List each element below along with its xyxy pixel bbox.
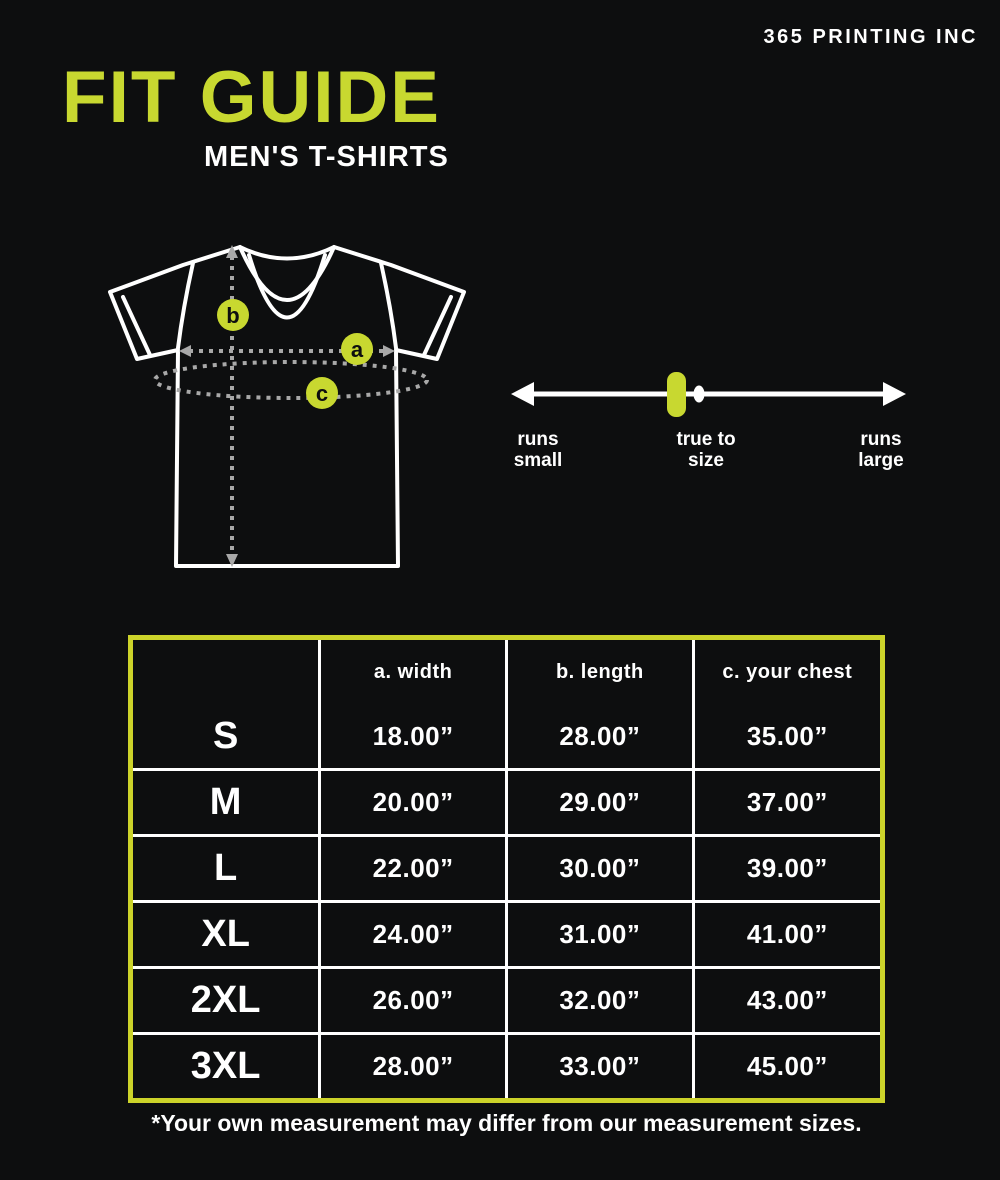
fit-position-marker <box>667 372 686 417</box>
size-cell: XL <box>133 901 320 967</box>
fit-scale-arrow <box>495 365 915 425</box>
brand-name: 365 PRINTING INC <box>763 26 978 48</box>
table-row <box>133 835 880 901</box>
table-row <box>133 1034 880 1098</box>
tshirt-measurement-diagram <box>90 235 480 580</box>
width-cell: 18.00” <box>320 705 507 769</box>
marker-badge-a <box>341 333 373 365</box>
header-size <box>133 640 320 705</box>
table-row <box>133 769 880 835</box>
header-width: a. width <box>320 640 507 705</box>
table-row <box>133 968 880 1034</box>
size-chart-table <box>133 640 880 1098</box>
marker-letter-a: a <box>350 337 364 362</box>
arrowhead-right-icon <box>883 382 906 406</box>
chest-cell: 39.00” <box>693 835 880 901</box>
length-cell: 30.00” <box>507 835 694 901</box>
length-cell: 29.00” <box>507 769 694 835</box>
header-row <box>133 640 880 705</box>
size-cell: S <box>133 705 320 769</box>
measurement-disclaimer: *Your own measurement may differ from our measurement sizes. <box>151 1110 862 1136</box>
length-cell: 33.00” <box>507 1034 694 1098</box>
scale-label-runs-large: runs large <box>858 429 904 471</box>
size-cell: M <box>133 769 320 835</box>
page-subtitle: MEN'S T-SHIRTS <box>204 141 449 173</box>
size-cell: 2XL <box>133 968 320 1034</box>
fit-position-dot <box>694 386 705 403</box>
chest-cell: 41.00” <box>693 901 880 967</box>
width-cell: 24.00” <box>320 901 507 967</box>
width-cell: 22.00” <box>320 835 507 901</box>
table-row <box>133 901 880 967</box>
marker-letter-c: c <box>315 381 329 406</box>
chest-measure-ellipse <box>155 362 427 398</box>
size-chart-frame <box>128 635 885 1103</box>
scale-label-true-to-size: true to size <box>676 429 736 471</box>
marker-badge-b <box>217 299 249 331</box>
header-chest: c. your chest <box>693 640 880 705</box>
chest-cell: 43.00” <box>693 968 880 1034</box>
width-cell: 28.00” <box>320 1034 507 1098</box>
scale-label-runs-small: runs small <box>513 429 563 471</box>
chest-cell: 35.00” <box>693 705 880 769</box>
header-length: b. length <box>507 640 694 705</box>
width-cell: 20.00” <box>320 769 507 835</box>
chest-cell: 45.00” <box>693 1034 880 1098</box>
width-cell: 26.00” <box>320 968 507 1034</box>
chest-cell: 37.00” <box>693 769 880 835</box>
tshirt-outline <box>110 247 464 566</box>
length-cell: 28.00” <box>507 705 694 769</box>
page-title: FIT GUIDE <box>62 57 441 138</box>
length-measure-line <box>226 245 238 567</box>
size-cell: 3XL <box>133 1034 320 1098</box>
size-cell: L <box>133 835 320 901</box>
marker-letter-b: b <box>226 303 240 328</box>
marker-badge-c <box>306 377 338 409</box>
table-row <box>133 705 880 769</box>
length-cell: 31.00” <box>507 901 694 967</box>
arrowhead-left-icon <box>511 382 534 406</box>
length-cell: 32.00” <box>507 968 694 1034</box>
